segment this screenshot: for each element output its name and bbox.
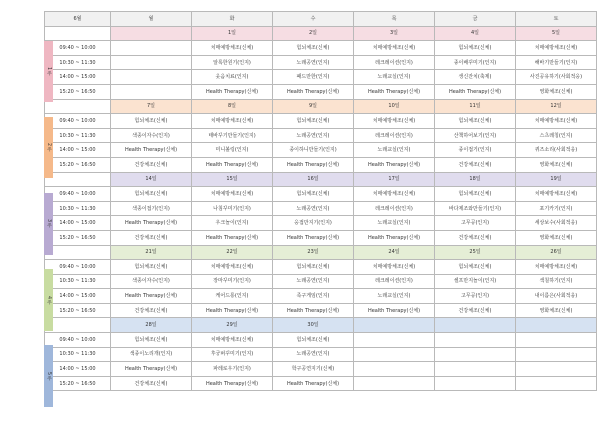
date-cell: 9일: [273, 99, 354, 114]
schedule-table: [44, 11, 597, 391]
program-cell: 내이름은(사회적응): [516, 289, 597, 304]
program-cell: 노래공연(인지): [273, 201, 354, 216]
program-cell: 스츠레칭(인지): [516, 128, 597, 143]
time-slot-row: [45, 260, 597, 275]
date-row-spacer: [45, 172, 111, 187]
week-band-3: [44, 193, 53, 255]
program-cell: 장마꾸미기(인지): [192, 274, 273, 289]
time-cell: 09:40 ~ 10:00: [45, 187, 111, 202]
program-cell: 영화체조(신체): [516, 230, 597, 245]
program-cell: Health Therapy(신체): [192, 230, 273, 245]
program-cell: Health Therapy(신체): [111, 289, 192, 304]
program-cell: 고무공(인지): [435, 216, 516, 231]
program-cell: [516, 347, 597, 362]
date-cell: 4일: [435, 26, 516, 41]
program-cell: 학구공연지기(신체): [273, 362, 354, 377]
program-cell: [354, 333, 435, 348]
week-label: 4주: [46, 295, 51, 305]
program-cell: 고무공(인지): [435, 289, 516, 304]
day-header-mon: 월: [111, 12, 192, 27]
time-slot-row: [45, 376, 597, 391]
time-cell: 15:20 ~ 16:50: [45, 376, 111, 391]
date-cell: 5일: [516, 26, 597, 41]
program-cell: 패드만한(인지): [273, 70, 354, 85]
program-cell: Health Therapy(신체): [273, 230, 354, 245]
time-slot-row: [45, 84, 597, 99]
program-cell: [354, 362, 435, 377]
program-cell: 종이배꾸미기(인지): [435, 55, 516, 70]
program-cell: 치매예방체조(신체): [354, 187, 435, 202]
date-row-spacer: [45, 318, 111, 333]
program-cell: 응접만지기(인지): [273, 216, 354, 231]
program-cell: 포기카기(인지): [516, 201, 597, 216]
week-band-2: [44, 117, 53, 179]
week-band-4: [44, 269, 53, 331]
program-cell: 치매예방체조(신체): [354, 260, 435, 275]
program-cell: 치매예방체조(신체): [516, 41, 597, 56]
program-cell: [354, 376, 435, 391]
date-cell: 15일: [192, 172, 273, 187]
week-label: 5주: [46, 371, 51, 381]
program-cell: 셀프만지놀이(인지): [435, 274, 516, 289]
program-cell: 건강체조(신체): [111, 230, 192, 245]
program-cell: 바다제조와만들기(인지): [435, 201, 516, 216]
program-cell: 건강체조(신체): [435, 157, 516, 172]
date-cell: 11일: [435, 99, 516, 114]
date-cell: [354, 318, 435, 333]
date-cell: 17일: [354, 172, 435, 187]
program-cell: 해바기만들기(인지): [516, 55, 597, 70]
program-cell: 족구게임(인지): [273, 289, 354, 304]
program-cell: 힘뇌체조(신체): [111, 114, 192, 129]
date-cell: 7일: [111, 99, 192, 114]
time-cell: 10:30 ~ 11:30: [45, 347, 111, 362]
program-cell: 노래교실(인지): [354, 143, 435, 158]
program-cell: Health Therapy(신체): [273, 157, 354, 172]
time-cell: 10:30 ~ 11:30: [45, 128, 111, 143]
program-cell: 힘뇌체조(신체): [111, 187, 192, 202]
program-cell: 웃음치료(인지): [192, 70, 273, 85]
time-slot-row: [45, 128, 597, 143]
day-header-sat: 토: [516, 12, 597, 27]
program-cell: Health Therapy(신체): [273, 376, 354, 391]
program-cell: 건강체조(신체): [111, 157, 192, 172]
program-cell: 힘뇌체조(신체): [435, 41, 516, 56]
program-cell: 치매예방체조(신체): [192, 333, 273, 348]
program-cell: 레크레이션(인지): [354, 128, 435, 143]
date-cell: 24일: [354, 245, 435, 260]
program-cell: 치매예방체조(신체): [192, 260, 273, 275]
program-cell: 힘뇌체조(신체): [111, 260, 192, 275]
program-cell: 색종이자수(인지): [111, 274, 192, 289]
date-cell: 28일: [111, 318, 192, 333]
program-cell: [111, 55, 192, 70]
program-cell: 노래공연(인지): [273, 347, 354, 362]
program-cell: 종이접기(인지): [435, 143, 516, 158]
program-cell: 알록한원기(인지): [192, 55, 273, 70]
time-slot-row: [45, 289, 597, 304]
program-cell: 치매예방체조(신체): [192, 114, 273, 129]
program-cell: [516, 333, 597, 348]
program-cell: 치매예방체조(신체): [516, 187, 597, 202]
date-cell: 21일: [111, 245, 192, 260]
program-cell: Health Therapy(신체): [192, 84, 273, 99]
day-header-thu: 목: [354, 12, 435, 27]
program-cell: 나침꾸미기(인지): [192, 201, 273, 216]
week-band-1: [44, 41, 53, 103]
program-cell: 세상보수(사회적응): [516, 216, 597, 231]
program-cell: 치매예방체조(신체): [516, 114, 597, 129]
program-cell: [435, 376, 516, 391]
program-cell: [435, 362, 516, 377]
program-cell: 건강체조(신체): [111, 303, 192, 318]
time-slot-row: [45, 333, 597, 348]
program-cell: [435, 347, 516, 362]
program-cell: Health Therapy(신체): [273, 303, 354, 318]
day-header-fri: 금: [435, 12, 516, 27]
week-label: 1주: [46, 66, 51, 76]
time-cell: 09:40 ~ 10:00: [45, 333, 111, 348]
date-cell: 1일: [192, 26, 273, 41]
month-title: 6월: [45, 12, 111, 27]
program-cell: 힘뇌체조(신체): [111, 333, 192, 348]
date-cell: 29일: [192, 318, 273, 333]
program-cell: 생신잔치(축제): [435, 70, 516, 85]
time-slot-row: [45, 362, 597, 377]
program-cell: 치매예방체조(신체): [516, 260, 597, 275]
program-cell: [111, 70, 192, 85]
program-cell: 치매예방체조(신체): [354, 41, 435, 56]
program-cell: 노래공연(인지): [273, 128, 354, 143]
date-row: [45, 318, 597, 333]
program-cell: 노래공연(인지): [273, 55, 354, 70]
program-cell: 색칠하기(인지): [516, 274, 597, 289]
program-cell: 힘뇌체조(신체): [273, 333, 354, 348]
date-cell: 25일: [435, 245, 516, 260]
program-cell: 종이하니만들기(인지): [273, 143, 354, 158]
time-cell: 15:20 ~ 16:50: [45, 84, 111, 99]
program-cell: 우크놀이(인지): [192, 216, 273, 231]
program-cell: 건강체조(신체): [111, 376, 192, 391]
program-cell: Health Therapy(신체): [435, 84, 516, 99]
date-cell: [111, 26, 192, 41]
program-cell: 힘뇌체조(신체): [273, 260, 354, 275]
program-cell: 치매예방체조(신체): [192, 187, 273, 202]
time-slot-row: [45, 41, 597, 56]
program-cell: 레크레이션(인지): [354, 55, 435, 70]
date-cell: 14일: [111, 172, 192, 187]
date-cell: 19일: [516, 172, 597, 187]
program-cell: 힘뇌체조(신체): [435, 114, 516, 129]
date-cell: 12일: [516, 99, 597, 114]
program-cell: 노래공연(인지): [273, 274, 354, 289]
time-cell: 09:40 ~ 10:00: [45, 260, 111, 275]
program-cell: 건강체조(신체): [435, 230, 516, 245]
program-cell: 노래교실(인지): [354, 70, 435, 85]
time-cell: 15:20 ~ 16:50: [45, 303, 111, 318]
date-cell: 10일: [354, 99, 435, 114]
time-slot-row: [45, 230, 597, 245]
time-slot-row: [45, 157, 597, 172]
program-cell: Health Therapy(신체): [192, 303, 273, 318]
program-cell: 치매예방체조(신체): [192, 41, 273, 56]
time-slot-row: [45, 303, 597, 318]
program-cell: 레크레이션(인지): [354, 201, 435, 216]
program-cell: 사진공유하기(사회적응): [516, 70, 597, 85]
date-cell: 18일: [435, 172, 516, 187]
program-cell: 힘뇌체조(신체): [273, 41, 354, 56]
program-cell: 노래교실(인지): [354, 216, 435, 231]
date-cell: 3일: [354, 26, 435, 41]
time-slot-row: [45, 70, 597, 85]
date-row: [45, 172, 597, 187]
program-cell: Health Therapy(신체): [192, 376, 273, 391]
program-cell: 건강체조(신체): [435, 303, 516, 318]
week-label: 3주: [46, 219, 51, 229]
day-header-wed: 수: [273, 12, 354, 27]
program-cell: 색종이접기(인지): [111, 201, 192, 216]
program-cell: Health Therapy(신체): [354, 230, 435, 245]
date-row: [45, 99, 597, 114]
time-slot-row: [45, 201, 597, 216]
date-cell: [435, 318, 516, 333]
program-cell: [111, 84, 192, 99]
program-cell: [435, 333, 516, 348]
schedule-body: [45, 26, 597, 391]
time-slot-row: [45, 114, 597, 129]
program-cell: 산책하어보기(인지): [435, 128, 516, 143]
program-cell: Health Therapy(신체): [354, 157, 435, 172]
program-cell: 태바꾸기만들기(인지): [192, 128, 273, 143]
program-cell: Health Therapy(신체): [354, 84, 435, 99]
program-cell: 힘뇌체조(신체): [435, 260, 516, 275]
date-row: [45, 245, 597, 260]
time-cell: 14:00 ~ 15:00: [45, 70, 111, 85]
program-cell: Health Therapy(신체): [192, 157, 273, 172]
date-row-spacer: [45, 245, 111, 260]
program-cell: 파레로우기(인지): [192, 362, 273, 377]
program-cell: [354, 347, 435, 362]
program-cell: 미니볼링(인지): [192, 143, 273, 158]
program-cell: 퀴즈소리(사회적응): [516, 143, 597, 158]
time-slot-row: [45, 143, 597, 158]
program-cell: Health Therapy(신체): [273, 84, 354, 99]
date-cell: 16일: [273, 172, 354, 187]
program-cell: 영화체조(신체): [516, 84, 597, 99]
program-cell: [111, 41, 192, 56]
date-cell: 26일: [516, 245, 597, 260]
program-cell: Health Therapy(신체): [354, 303, 435, 318]
date-cell: 30일: [273, 318, 354, 333]
program-cell: 힘뇌체조(신체): [435, 187, 516, 202]
date-cell: 23일: [273, 245, 354, 260]
time-cell: 15:20 ~ 16:50: [45, 230, 111, 245]
time-slot-row: [45, 347, 597, 362]
program-cell: 노래교실(인지): [354, 289, 435, 304]
program-cell: Health Therapy(신체): [111, 216, 192, 231]
date-cell: [516, 318, 597, 333]
program-cell: Health Therapy(신체): [111, 143, 192, 158]
time-cell: 14:00 ~ 15:00: [45, 362, 111, 377]
time-cell: 15:20 ~ 16:50: [45, 157, 111, 172]
program-cell: 영화체조(신체): [516, 157, 597, 172]
date-cell: 8일: [192, 99, 273, 114]
time-cell: 09:40 ~ 10:00: [45, 41, 111, 56]
day-header-tue: 화: [192, 12, 273, 27]
date-row: [45, 26, 597, 41]
date-row-spacer: [45, 26, 111, 41]
time-cell: 10:30 ~ 11:30: [45, 201, 111, 216]
time-cell: 14:00 ~ 15:00: [45, 289, 111, 304]
program-cell: 치매예방체조(신체): [354, 114, 435, 129]
date-cell: 22일: [192, 245, 273, 260]
program-cell: 힘뇌체조(신체): [273, 187, 354, 202]
date-cell: 2일: [273, 26, 354, 41]
week-label: 2주: [46, 143, 51, 153]
program-cell: Health Therapy(신체): [111, 362, 192, 377]
time-slot-row: [45, 274, 597, 289]
program-cell: 색종이노리개(인지): [111, 347, 192, 362]
time-cell: 14:00 ~ 15:00: [45, 216, 111, 231]
header-row: [45, 12, 597, 27]
program-cell: [516, 362, 597, 377]
time-cell: 10:30 ~ 11:30: [45, 274, 111, 289]
week-band-5: [44, 345, 53, 407]
program-cell: 후궁퍼꾸미기(인지): [192, 347, 273, 362]
time-slot-row: [45, 55, 597, 70]
time-cell: 09:40 ~ 10:00: [45, 114, 111, 129]
time-slot-row: [45, 187, 597, 202]
program-cell: 힘뇌체조(신체): [273, 114, 354, 129]
time-cell: 10:30 ~ 11:30: [45, 55, 111, 70]
program-cell: 케어드롱(인지): [192, 289, 273, 304]
program-cell: 색종이자수(인지): [111, 128, 192, 143]
program-cell: 영화체조(신체): [516, 303, 597, 318]
time-cell: 14:00 ~ 15:00: [45, 143, 111, 158]
program-cell: [516, 376, 597, 391]
program-cell: 레크레이션(인지): [354, 274, 435, 289]
time-slot-row: [45, 216, 597, 231]
date-row-spacer: [45, 99, 111, 114]
